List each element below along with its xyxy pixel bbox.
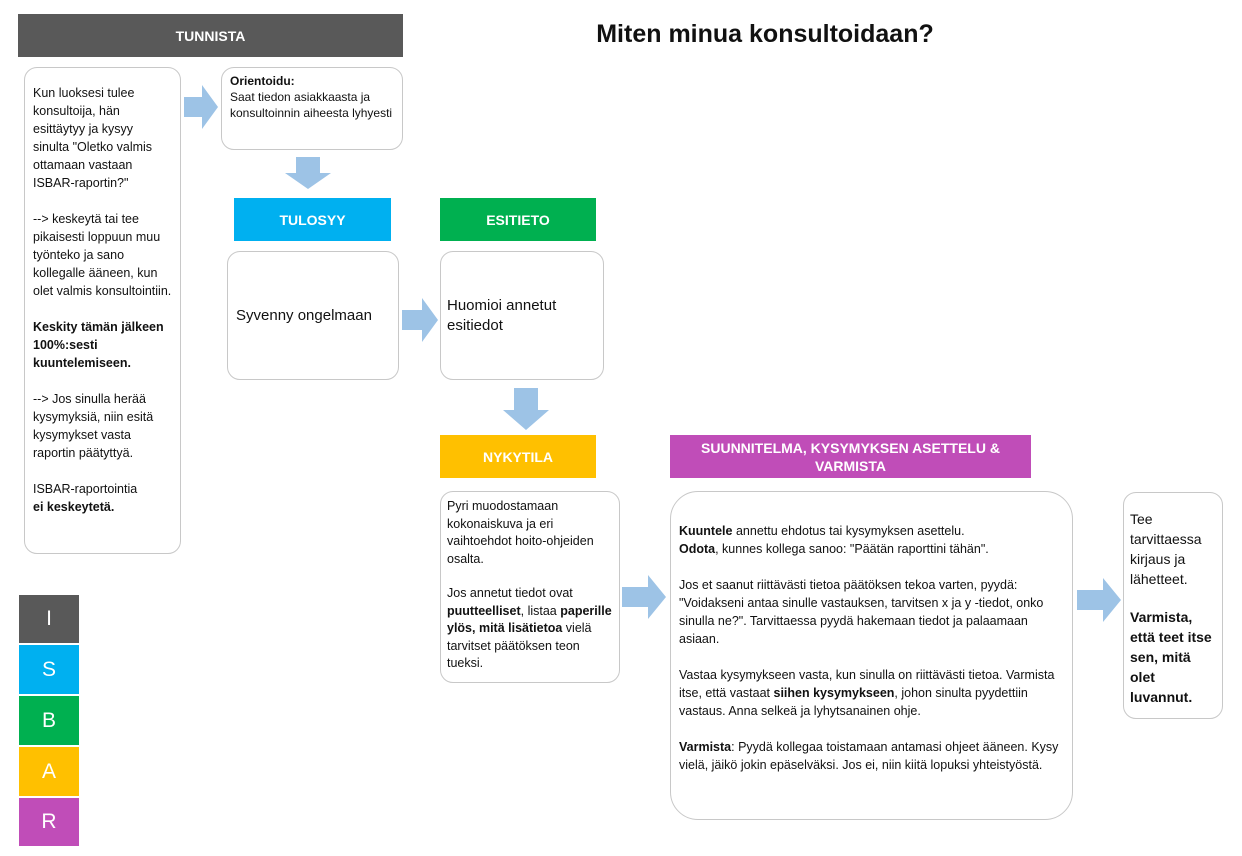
header-nykytila: NYKYTILA: [440, 435, 596, 478]
nykytila-text-2a: Jos annetut tiedot ovat: [447, 586, 573, 600]
suunnitelma-text-3b: siihen kysymykseen: [773, 686, 895, 700]
isbar-a: A: [18, 746, 80, 797]
nykytila-text-2e: vielä tarvitset päätöksen teon tueksi.: [447, 621, 592, 670]
esitieto-box: [440, 251, 604, 380]
arrow-right-icon: [1077, 578, 1121, 622]
isbar-i: I: [18, 594, 80, 644]
orientoidu-text: Saat tiedon asiakkaasta ja konsultoinnin aiheesta lyhyesti: [230, 90, 393, 120]
nykytila-text-1: Pyri muodostamaan kokonaiskuva ja eri vaihtoehdot hoito-ohjeiden osalta.: [447, 499, 594, 566]
final-box: [1123, 492, 1223, 719]
intro-box: [24, 67, 181, 554]
arrow-down-icon: [503, 388, 549, 430]
esitieto-text: Huomioi annetut esitiedot: [447, 296, 557, 334]
tulosyy-text: Syvenny ongelmaan: [236, 307, 372, 324]
intro-text-1: Kun luoksesi tulee konsultoija, hän esittäytyy ja kysyy sinulta "Oletko valmis ottamaan vastaan ISBAR-raportin?": [33, 86, 153, 190]
suunnitelma-text-4: [679, 738, 1064, 774]
nykytila-box: [440, 491, 620, 683]
suunnitelma-text-1c: Odota: [679, 542, 716, 556]
suunnitelma-text-1a: Kuuntele: [679, 524, 733, 538]
suunnitelma-text-2: Jos et saanut riittävästi tietoa päätöksen tekoa varten, pyydä: "Voidakseni antaa sinulle vastauksen, tarvitsen x ja y -tiedot, onko sinulla ne?". Tarvittaessa pyydä hakemaan tiedot ja palaamaan asiaan.: [679, 578, 1044, 646]
isbar-r: R: [18, 797, 80, 847]
suunnitelma-text-4a: Varmista: [679, 740, 732, 754]
suunnitelma-text-3: [679, 666, 1064, 720]
arrow-right-icon: [622, 575, 666, 619]
suunnitelma-text-1d: , kunnes kollega sanoo: "Päätän raporttini tähän".: [715, 542, 989, 556]
page-title: Miten minua konsultoidaan?: [596, 20, 934, 48]
orientoidu-heading: Orientoidu:: [230, 74, 295, 88]
suunnitelma-text-1b: annettu ehdotus tai kysymyksen asettelu.: [732, 524, 965, 538]
final-text-2: Varmista, että teet itse sen, mitä olet luvannut.: [1130, 609, 1212, 705]
nykytila-text-2d: paperille ylös, mitä lisätietoa: [447, 603, 612, 635]
nykytila-text-2c: , listaa: [520, 603, 561, 618]
arrow-down-icon: [285, 157, 331, 189]
intro-text-5b: ei keskeytetä.: [33, 500, 115, 514]
isbar-s: S: [18, 644, 80, 695]
header-esitieto: ESITIETO: [440, 198, 596, 241]
suunnitelma-text-4b: : Pyydä kollegaa toistamaan antamasi ohjeet ääneen. Kysy vielä, jäikö jokin epäselväksi. Jos ei, niin kiitä lopuksi yhteistyöstä.: [679, 740, 1059, 772]
suunnitelma-text-3c: , johon sinulta pyydettiin vastaus. Anna selkeä ja lyhytsanainen ohje.: [679, 686, 1028, 718]
nykytila-text-2: [447, 585, 613, 673]
suunnitelma-text-1: [679, 522, 1064, 558]
intro-text-3: Keskity tämän jälkeen 100%:sesti kuuntelemiseen.: [33, 320, 164, 370]
header-tulosyy: TULOSYY: [234, 198, 391, 241]
nykytila-text-2b: puutteelliset: [447, 603, 521, 618]
intro-text-4: --> Jos sinulla herää kysymyksiä, niin esitä kysymykset vasta raportin päätyttyä.: [33, 392, 154, 460]
header-tunnista: TUNNISTA: [18, 14, 403, 57]
tulosyy-box: [227, 251, 399, 380]
intro-text-5: [33, 480, 172, 516]
final-text-1: Tee tarvittaessa kirjaus ja lähetteet.: [1130, 511, 1202, 587]
isbar-b: B: [18, 695, 80, 746]
intro-text-5a: ISBAR-raportointia: [33, 482, 138, 496]
orientoidu-box: [221, 67, 403, 150]
suunnitelma-box: [670, 491, 1073, 820]
header-suunnitelma: SUUNNITELMA, KYSYMYKSEN ASETTELU & VARMISTA: [670, 435, 1031, 478]
suunnitelma-text-3a: Vastaa kysymykseen vasta, kun sinulla on riittävästi tietoa. Varmista itse, että vastaat: [679, 668, 1055, 700]
intro-text-2: --> keskeytä tai tee pikaisesti loppuun muu työnteko ja sano kollegalle ääneen, kun olet valmis konsultointiin.: [33, 212, 172, 298]
arrow-right-icon: [184, 85, 218, 129]
arrow-right-icon: [402, 298, 438, 342]
